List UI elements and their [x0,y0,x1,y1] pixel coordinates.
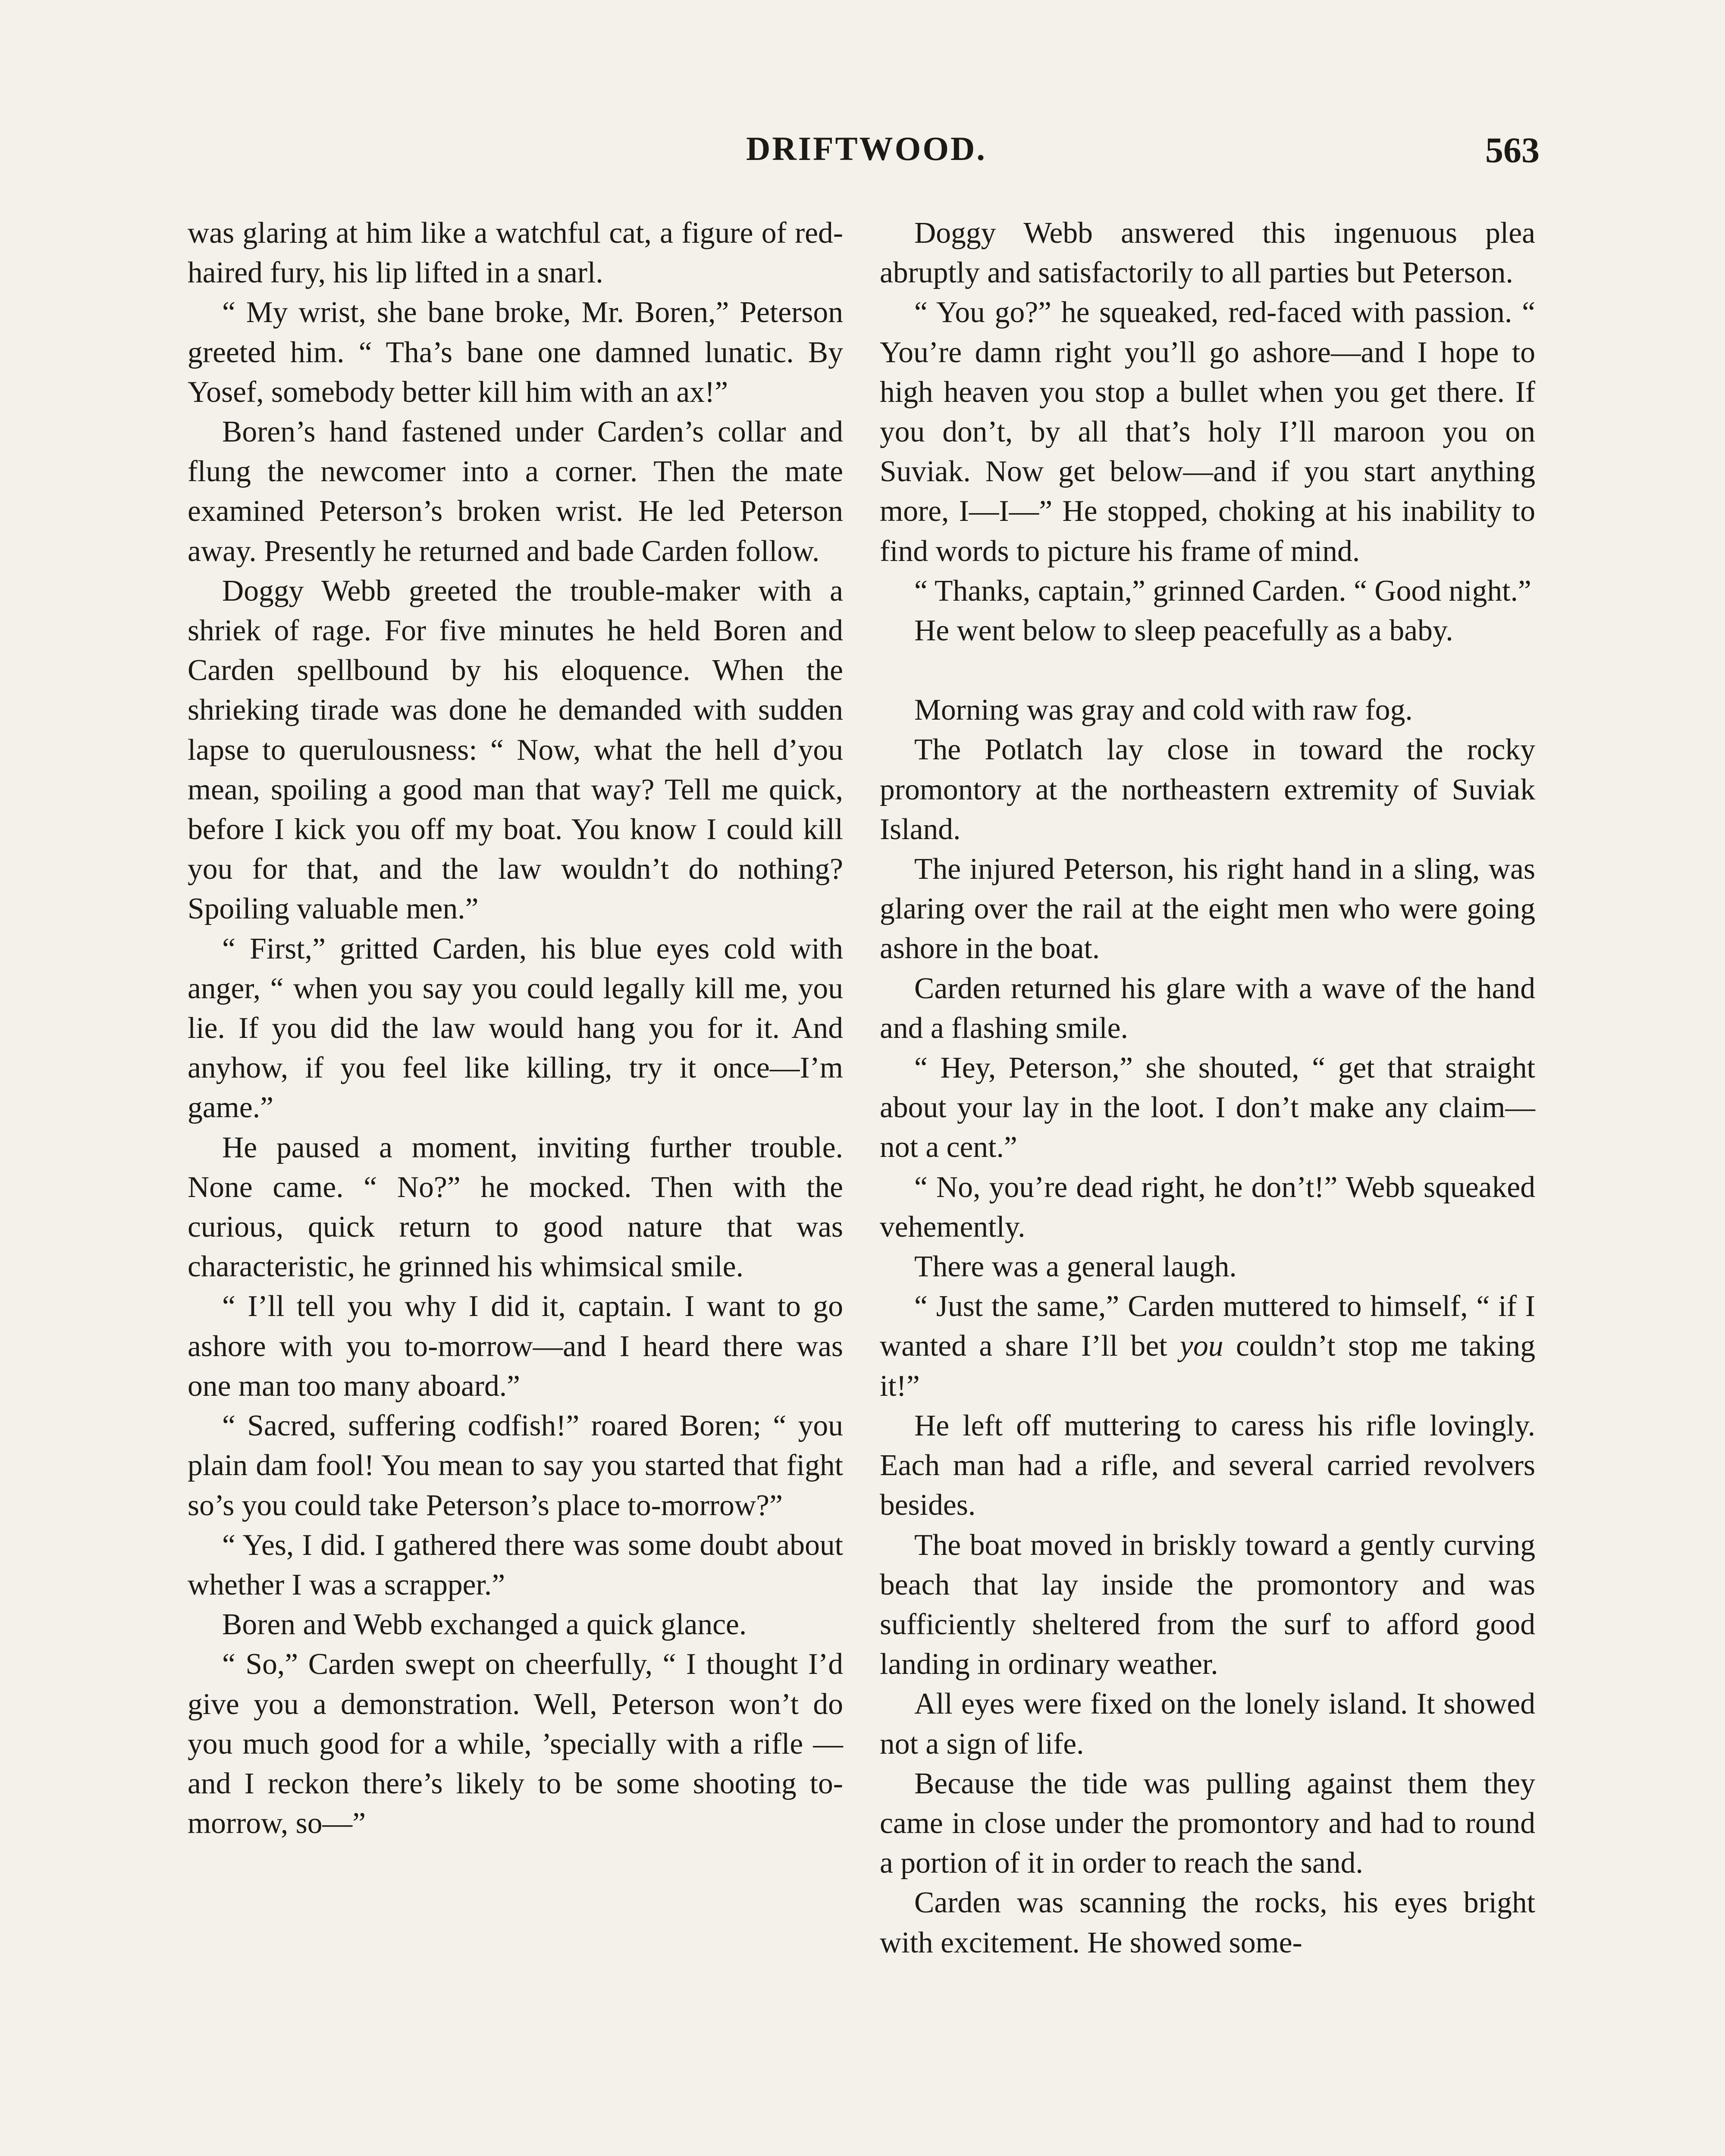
paragraph: Doggy Webb answered this ingenuous plea abruptly and satisfactorily to all parties but Peterson. [880,216,1535,290]
running-title: DRIFTWOOD. [746,130,987,167]
paragraph: The Potlatch lay close in toward the rocky promontory at the northeastern extremity of Suviak Island. [880,733,1535,846]
paragraph: Morning was gray and cold with raw fog. [914,693,1413,727]
paragraph: “ Hey, Peterson,” she shouted, “ get that straight about your lay in the loot. I don’t make any claim—not a cent.” [880,1051,1535,1164]
page-header [746,129,1540,185]
paragraph: Boren and Webb exchanged a quick glance. [222,1608,747,1642]
paragraph [880,1287,1535,1406]
paragraph: “ First,” gritted Carden, his blue eyes cold with anger, “ when you say you could legally kill me, you lie. If you did the law would hang you for it. And anyhow, if you feel like killing, try it once—I’m game.” [188,932,843,1125]
paragraph: The injured Peterson, his right hand in a sling, was glaring over the rail at the eight men who were going ashore in the boat. [880,852,1535,965]
paragraph: Boren’s hand fastened under Carden’s collar and flung the newcomer into a corner. Then the mate examined Peterson’s broken wrist. He led Peterson away. Presently he returned and bade Carden follow. [188,415,843,568]
paragraph: Doggy Webb greeted the trouble-maker with a shriek of rage. For five minutes he held Boren and Carden spellbound by his eloquence. When the shrieking tirade was done he demanded with sudden lapse to querulousness: “ Now, what the hell d’you mean, spoiling a good man that way? Tell me quick, before I kick you off my boat. You know I could kill you for that, and the law wouldn’t do nothing? Spoiling valuable men.” [188,574,843,926]
paragraph-text: couldn’t stop me taking it!” [880,1329,1535,1403]
paragraph: was glaring at him like a watchful cat, a figure of red-haired fury, his lip lifted in a snarl. [188,216,843,290]
paragraph: He went below to sleep peacefully as a baby. [914,614,1453,648]
left-text-column [188,213,843,1843]
paragraph: “ Sacred, suffering codfish!” roared Boren; “ you plain dam fool! You mean to say you started that fight so’s you could take Peterson’s place to-morrow?” [188,1409,843,1522]
paragraph: “ Yes, I did. I gathered there was some doubt about whether I was a scrapper.” [188,1528,843,1601]
paragraph: All eyes were fixed on the lonely island. It showed not a sign of life. [880,1687,1535,1761]
page-number: 563 [1485,130,1540,170]
paragraph: There was a general laugh. [914,1250,1237,1284]
paragraph: Carden was scanning the rocks, his eyes bright with excitement. He showed some- [880,1886,1535,1959]
paragraph: “ Thanks, captain,” grinned Carden. “ Good night.” [914,574,1531,608]
paragraph: He left off muttering to caress his rifle lovingly. Each man had a rifle, and several carried revolvers besides. [880,1409,1535,1522]
paragraph-text: “ Just the same,” Carden muttered to himself, “ if I wanted a share I’ll bet [880,1290,1535,1363]
paragraph: He paused a moment, inviting further trouble. None came. “ No?” he mocked. Then with the curious, quick return to good nature that was characteristic, he grinned his whimsical smile. [188,1131,843,1284]
paragraph: Carden returned his glare with a wave of the hand and a flashing smile. [880,971,1535,1045]
emphasized-word: you [1180,1329,1223,1363]
paragraph: The boat moved in briskly toward a gently curving beach that lay inside the promontory and was sufficiently sheltered from the surf to afford good landing in ordinary weather. [880,1528,1535,1681]
paragraph: “ You go?” he squeaked, red-faced with passion. “ You’re damn right you’ll go ashore—and I hope to high heaven you stop a bullet when you get there. If you don’t, by all that’s holy I’ll maroon you on Suviak. Now get below—and if you start anything more, I—I—” He stopped, choking at his inability to find words to picture his frame of mind. [880,296,1535,568]
paragraph: “ My wrist, she bane broke, Mr. Boren,” Peterson greeted him. “ Tha’s bane one damned lunatic. By Yosef, somebody better kill him with an ax!” [188,296,843,409]
paragraph: “ I’ll tell you why I did it, captain. I want to go ashore with you to-morrow—and I heard there was one man too many aboard.” [188,1290,843,1403]
paragraph: “ No, you’re dead right, he don’t!” Webb squeaked vehemently. [880,1170,1535,1244]
right-text-column [880,213,1535,1963]
paragraph: Because the tide was pulling against them they came in close under the promontory and had to round a portion of it in order to reach the sand. [880,1767,1535,1880]
paragraph: “ So,” Carden swept on cheerfully, “ I thought I’d give you a demonstration. Well, Peterson won’t do you much good for a while, ’specially with a rifle — and I reckon there’s likely to be some shooting to-morrow, so—” [188,1648,843,1840]
